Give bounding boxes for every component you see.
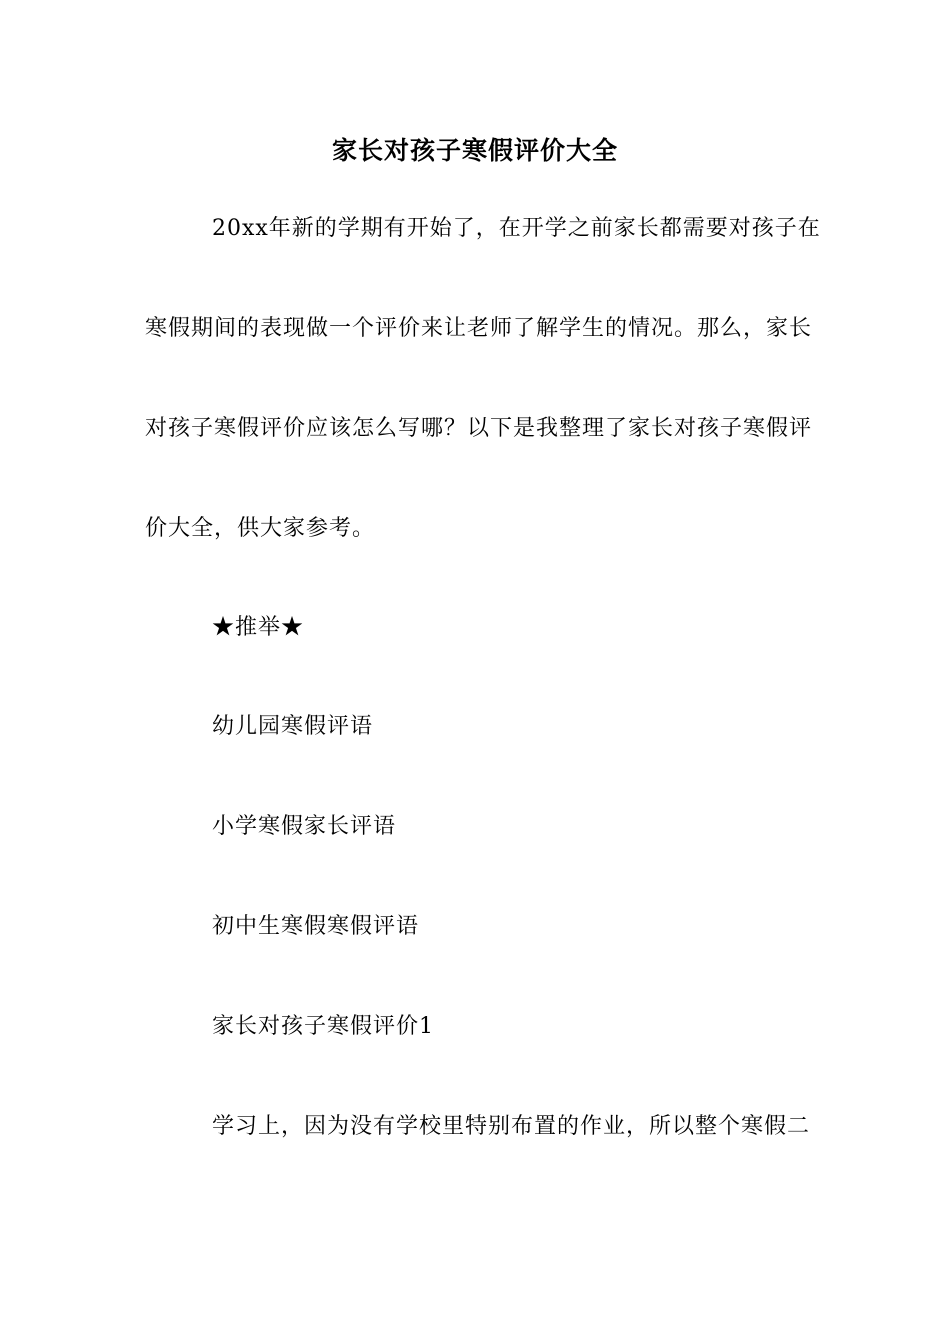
body-first-line: 学习上，因为没有学校里特别布置的作业，所以整个寒假二 <box>212 1114 811 1139</box>
intro-line-4: 价大全，供大家参考。 <box>145 516 376 541</box>
intro-line-3: 对孩子寒假评价应该怎么写哪？以下是我整理了家长对孩子寒假评 <box>145 416 813 441</box>
intro-line-2: 寒假期间的表现做一个评价来让老师了解学生的情况。那么，家长 <box>145 316 813 341</box>
recommend-item-primary: 小学寒假家长评语 <box>212 814 397 839</box>
recommend-item-junior: 初中生寒假寒假评语 <box>212 914 420 939</box>
recommend-item-kindergarten: 幼儿园寒假评语 <box>212 714 374 739</box>
section-heading: 家长对孩子寒假评价1 <box>212 1014 434 1039</box>
intro-line-1: 20xx年新的学期有开始了，在开学之前家长都需要对孩子在 <box>212 216 821 241</box>
document-title: 家长对孩子寒假评价大全 <box>331 136 618 165</box>
recommend-heading: ★推举★ <box>212 615 305 640</box>
